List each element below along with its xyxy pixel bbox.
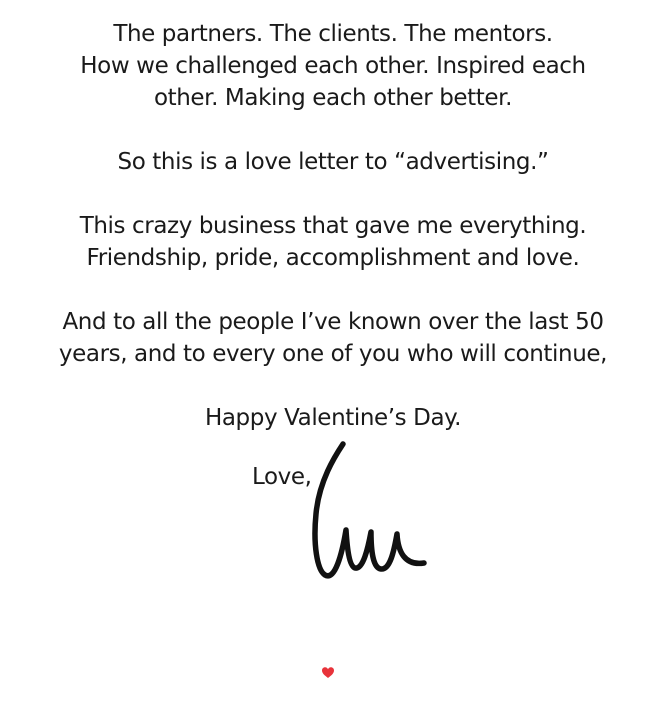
heart-shape <box>322 667 334 678</box>
paragraph-spacer <box>0 274 666 306</box>
letter-line: Friendship, pride, accomplishment and love. <box>86 245 580 271</box>
letter-line: The partners. The clients. The mentors. <box>113 21 553 47</box>
letter-body <box>0 18 666 434</box>
letter-line: other. Making each other better. <box>153 85 513 111</box>
signature-stroke <box>315 444 424 576</box>
greeting-line: Happy Valentine’s Day. <box>204 405 462 431</box>
letter-line: How we challenged each other. Inspired each <box>80 53 586 79</box>
heart-icon <box>322 667 334 679</box>
letter-paragraph <box>0 210 666 274</box>
letter-line: And to all the people I’ve known over the last 50 <box>62 309 604 335</box>
letter-line: So this is a love letter to “advertising.” <box>117 149 549 175</box>
letter-line: This crazy business that gave me everything. <box>79 213 587 239</box>
paragraph-spacer <box>0 114 666 146</box>
signoff: Love, <box>252 464 312 490</box>
letter-line: years, and to every one of you who will continue, <box>58 341 608 367</box>
greeting <box>0 402 666 434</box>
letter-paragraph <box>0 146 666 178</box>
letter-paragraph <box>0 306 666 370</box>
paragraph-spacer <box>0 178 666 210</box>
paragraph-spacer <box>0 370 666 402</box>
letter-paragraph <box>0 18 666 114</box>
signature <box>305 436 440 586</box>
